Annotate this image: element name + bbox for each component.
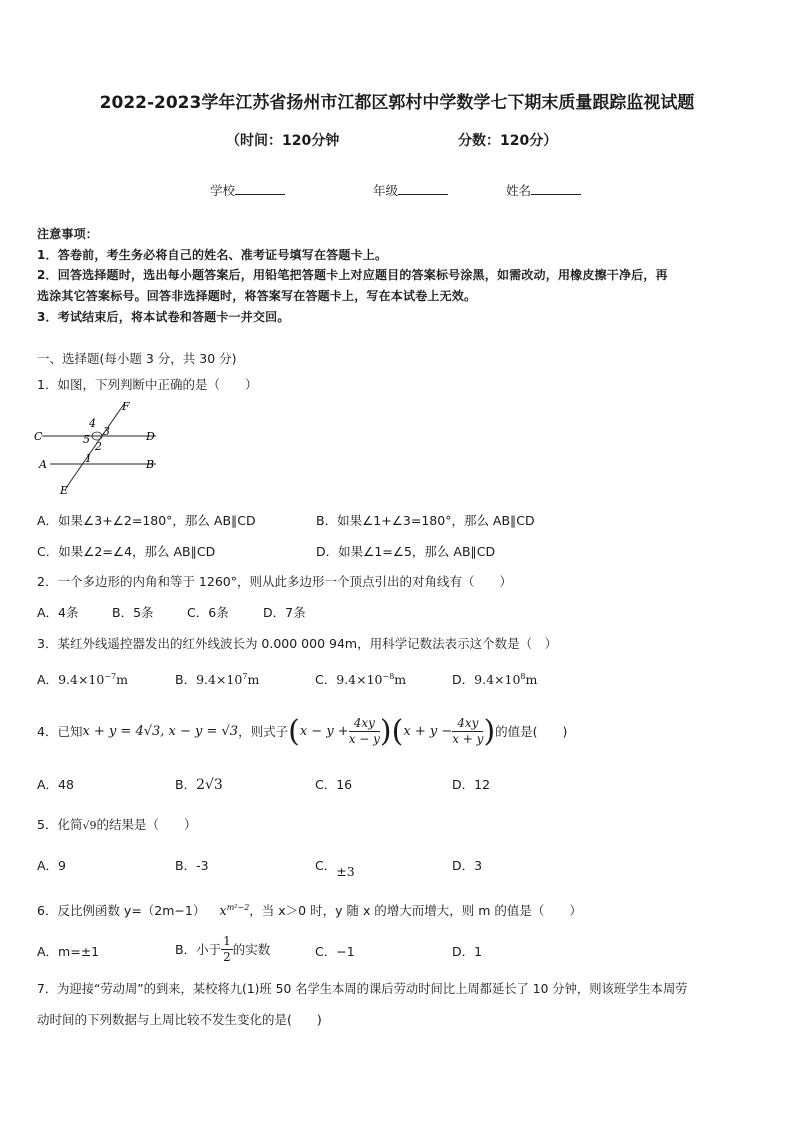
q5-root: √9 — [82, 819, 97, 832]
time-label: （时间：120分钟 — [226, 133, 340, 149]
q4-condition: x + y = 4√3, x − y = √3 — [82, 723, 239, 739]
q3-a-prefix: A． — [37, 672, 59, 687]
q5-option-a[interactable]: A．9 — [37, 858, 67, 873]
q4-f1-denominator: x − y — [348, 731, 380, 746]
q5-stem-prefix: 5．化简 — [37, 817, 83, 832]
q3-option-c[interactable] — [315, 670, 406, 688]
score-label: 分数：120分） — [458, 133, 558, 149]
q4-paren-open-2: ( — [391, 713, 404, 749]
q5-c-prefix: C． — [315, 858, 337, 873]
angle-1: 1 — [85, 452, 92, 465]
q4-f1-numerator: 4xy — [349, 716, 380, 732]
name-field[interactable] — [506, 181, 581, 199]
note-2b: 选涂其它答案标号。回答非选择题时，将答案写在答题卡上，写在本试卷上无效。 — [37, 289, 477, 303]
label-c: C — [34, 430, 43, 443]
q4-b-prefix: B． — [175, 777, 197, 792]
q5-option-b[interactable]: B．-3 — [175, 858, 209, 873]
q6-stem-suffix: ，当 x＞0 时，y 随 x 的增大而增大，则 m 的值是（ ） — [249, 903, 582, 918]
label-e: E — [60, 484, 69, 497]
q5-c-value: ±3 — [336, 864, 355, 879]
q6-b-fraction — [221, 934, 233, 965]
q1-option-c[interactable]: C．如果∠2=∠4，那么 AB∥CD — [37, 544, 216, 559]
q6-exponent: m²−2 — [226, 902, 250, 912]
q3-a-unit: m — [116, 672, 128, 687]
q4-option-d[interactable]: D．12 — [452, 777, 491, 792]
section-heading: 一、选择题(每小题 3 分，共 30 分) — [37, 351, 237, 366]
q2-option-a[interactable]: A．4条 — [37, 605, 79, 620]
q6-b-suffix: 的实数 — [232, 942, 271, 957]
q3-a-exp: −7 — [104, 671, 117, 681]
q4-term-2: x + y − — [403, 723, 453, 739]
q2-option-c[interactable]: C．6条 — [187, 605, 229, 620]
q6-b-denominator: 2 — [223, 949, 231, 964]
school-field[interactable] — [210, 181, 285, 199]
school-label: 学校 — [210, 183, 236, 198]
q6-x: x — [219, 904, 227, 919]
q1-stem: 1．如图，下列判断中正确的是（ ） — [37, 377, 258, 392]
label-b: B — [146, 458, 155, 471]
q5-stem — [37, 815, 196, 833]
q3-b-base: 9.4×10 — [196, 672, 243, 687]
q6-stem — [37, 901, 582, 919]
q4-fraction-1 — [349, 716, 380, 747]
q4-b-value: 2√3 — [196, 777, 223, 793]
q3-d-unit: m — [525, 672, 538, 687]
q3-b-prefix: B． — [175, 672, 197, 687]
q5-stem-suffix: 的结果是（ ） — [96, 817, 197, 832]
q6-stem-prefix: 6．反比例函数 y=（2m−1） — [37, 903, 206, 918]
q6-option-b[interactable] — [175, 929, 270, 969]
label-d: D — [146, 430, 155, 443]
q4-f2-denominator: x + y — [452, 731, 484, 746]
q3-c-base: 9.4×10 — [336, 672, 383, 687]
q6-option-d[interactable]: D．1 — [452, 944, 483, 959]
name-blank — [531, 181, 581, 195]
q4-paren-close-1: ) — [379, 713, 392, 749]
q3-b-exp: 7 — [242, 671, 248, 681]
q6-b-numerator: 1 — [223, 933, 231, 948]
note-2a: 2．回答选择题时，选出每小题答案后，用铅笔把答题卡上对应题目的答案标号涂黑，如需改动，用橡皮擦干净后，再 — [37, 268, 668, 282]
label-f: F — [122, 400, 130, 413]
q4-option-b[interactable] — [175, 775, 223, 793]
q7-stem-line-2: 动时间的下列数据与上周比较不发生变化的是( ) — [37, 1012, 322, 1027]
angle-3: 3 — [103, 425, 110, 438]
q4-paren-close-2: ) — [483, 713, 496, 749]
q4-fraction-2 — [452, 716, 483, 747]
angle-4: 4 — [89, 417, 96, 430]
q6-option-a[interactable]: A．m=±1 — [37, 944, 100, 959]
q4-stem — [37, 708, 567, 754]
name-label: 姓名 — [506, 183, 532, 198]
q3-a-base: 9.4×10 — [58, 672, 105, 687]
label-a: A — [39, 458, 47, 471]
q3-c-exp: −8 — [382, 671, 395, 681]
angle-2: 2 — [95, 440, 102, 453]
q5-option-c[interactable] — [315, 856, 355, 879]
q3-d-exp: 8 — [520, 671, 526, 681]
q3-option-a[interactable] — [37, 670, 128, 688]
q3-b-unit: m — [247, 672, 260, 687]
q6-option-c[interactable]: C．−1 — [315, 944, 355, 959]
q3-d-prefix: D． — [452, 672, 475, 687]
q3-option-b[interactable] — [175, 670, 259, 688]
q1-option-d[interactable]: D．如果∠1=∠5，那么 AB∥CD — [316, 544, 496, 559]
q3-option-d[interactable] — [452, 670, 537, 688]
page-title: 2022-2023学年江苏省扬州市江都区郭村中学数学七下期末质量跟踪监视试题 — [99, 93, 695, 113]
school-blank — [235, 181, 285, 195]
q1-figure — [34, 398, 164, 498]
q6-b-prefix: B．小于 — [175, 942, 222, 957]
q3-c-prefix: C． — [315, 672, 337, 687]
angle-5: 5 — [83, 433, 90, 446]
q2-option-b[interactable]: B．5条 — [112, 605, 154, 620]
q1-option-b[interactable]: B．如果∠1+∠3=180°，那么 AB∥CD — [316, 513, 535, 528]
q3-stem: 3．某红外线遥控器发出的红外线波长为 0.000 000 94m，用科学记数法表示这个数是（ ） — [37, 636, 558, 651]
q5-option-d[interactable]: D．3 — [452, 858, 483, 873]
q7-stem-line-1: 7．为迎接“劳动周”的到来，某校将九(1)班 50 名学生本周的课后劳动时间比上周都延长了 10 分钟，则该班学生本周劳 — [37, 982, 688, 996]
q4-prefix: 4．已知 — [37, 724, 83, 739]
notes-header: 注意事项： — [37, 227, 99, 241]
q3-c-unit: m — [394, 672, 407, 687]
grade-field[interactable] — [373, 181, 448, 199]
q4-paren-open-1: ( — [288, 713, 300, 749]
q2-stem: 2．一个多边形的内角和等于 1260°，则从此多边形一个顶点引出的对角线有（ ） — [37, 574, 512, 589]
grade-blank — [398, 181, 448, 195]
q4-mid: ，则式子 — [238, 724, 289, 739]
q4-option-c[interactable]: C．16 — [315, 777, 353, 792]
q4-term-1: x − y + — [299, 723, 349, 739]
note-3: 3．考试结束后，将本试卷和答题卡一并交回。 — [37, 310, 290, 324]
note-1: 1．答卷前，考生务必将自己的姓名、准考证号填写在答题卡上。 — [37, 248, 388, 262]
q3-d-base: 9.4×10 — [474, 672, 521, 687]
q1-option-a[interactable]: A．如果∠3+∠2=180°，那么 AB∥CD — [37, 513, 256, 528]
q4-suffix: 的值是( ) — [495, 724, 568, 739]
q4-f2-numerator: 4xy — [452, 716, 483, 732]
grade-label: 年级 — [373, 183, 399, 198]
q4-option-a[interactable]: A．48 — [37, 777, 74, 792]
q2-option-d[interactable]: D．7条 — [263, 605, 306, 620]
